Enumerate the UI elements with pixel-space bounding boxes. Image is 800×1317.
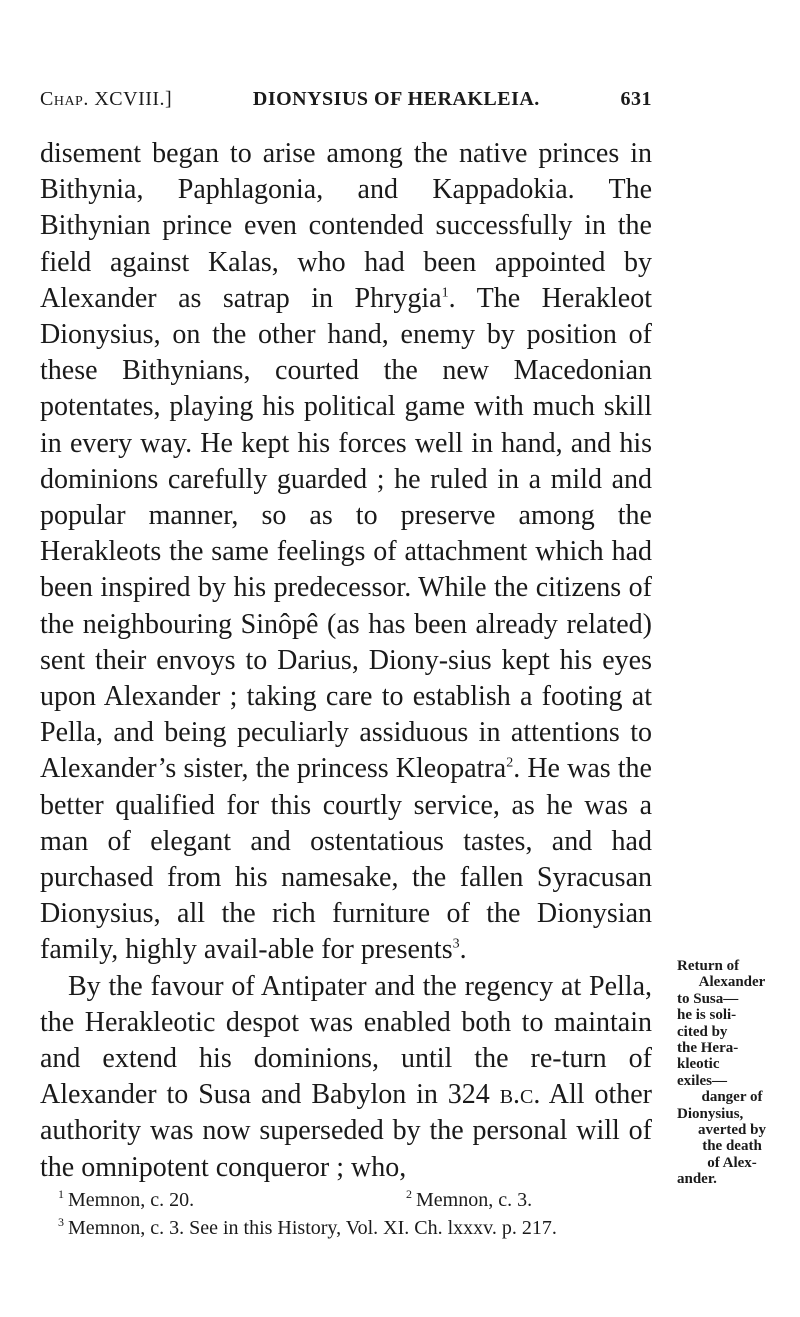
paragraph-1-part-c: . He was the better qualified for this courtly service, as he was a man of elegant and ostentatious tastes, and had purchased from his namesake, the fallen Syracusan Dionysius, all the rich furniture of the Dionysian family, highly avail-able for presents (40, 753, 652, 966)
paragraph-2-part-b: All other authority was now superseded by the personal will of the omnipotent conqueror ; who, (40, 1079, 652, 1183)
footnotes (40, 1186, 652, 1242)
footnote-ref-2: 2 (506, 756, 514, 772)
main-text (40, 136, 652, 1186)
footnote-2-text: Memnon, c. 3. (416, 1189, 533, 1211)
marginal-note-line: cited by (677, 1023, 728, 1040)
footnote-1-text: Memnon, c. 20. (68, 1189, 195, 1211)
footnote-2 (388, 1186, 532, 1214)
marginal-note-line: averted by (698, 1122, 766, 1139)
footnote-2-mark: 2 (406, 1187, 412, 1202)
marginal-note-line: he is soli- (677, 1007, 737, 1024)
era-abbreviation: b.c. (499, 1079, 541, 1111)
marginal-note-line: to Susa— (677, 990, 739, 1007)
paragraph-2-part-a: By the favour of Antipater and the regency at Pella, the Herakleotic despot was enabled both to maintain and extend his dominions, until the re-turn of Alexander to Susa and Babylon in 324 (40, 970, 652, 1111)
marginal-note-line: the Hera- (677, 1040, 739, 1057)
marginal-note (677, 958, 787, 1188)
footnote-ref-3: 3 (452, 937, 460, 953)
marginal-note-line: exiles— (677, 1072, 727, 1089)
running-title: DIONYSIUS OF HERAKLEIA. (252, 88, 540, 110)
footnote-3-text: Memnon, c. 3. See in this History, Vol. XI. Ch. lxxxv. p. 217. (68, 1217, 557, 1239)
chapter-label: Chap. XCVIII.] (40, 88, 173, 110)
marginal-note-line: the death (702, 1138, 762, 1155)
footnote-3-mark: 3 (58, 1215, 64, 1230)
footnote-3 (40, 1214, 652, 1242)
marginal-note-line: Alexander (698, 974, 766, 991)
marginal-note-line: danger of (701, 1089, 763, 1106)
footnote-1 (40, 1186, 388, 1214)
marginal-note-line: kleotic (677, 1056, 720, 1073)
marginal-note-line: ander. (677, 1171, 717, 1188)
marginal-note-line: Dionysius, (677, 1105, 744, 1122)
marginal-note-line: Return of (677, 958, 740, 974)
footnote-ref-1: 1 (441, 285, 449, 301)
paragraph-1 (40, 136, 652, 969)
page-number: 631 (620, 88, 652, 110)
footnote-row (40, 1186, 652, 1214)
footnote-1-mark: 1 (58, 1187, 64, 1202)
marginal-note-line: of Alex- (707, 1154, 757, 1171)
paragraph-1-part-d: . (459, 934, 467, 966)
paragraph-1-part-a: disement began to arise among the native princes in Bithynia, Paphlagonia, and Kappadokia. The Bithynian prince even contended successfully in the field against Kalas, who had been appointed by Alexander as satrap in Phrygia (40, 138, 652, 314)
running-header (40, 88, 652, 111)
paragraph-1-part-b: . The Herakleot Dionysius, on the other hand, enemy by position of these Bithynians, courted the new Macedonian potentates, playing his political game with much skill in every way. He kept his forces well in hand, and his dominions carefully guarded ; he ruled in a mild and popular manner, so as to preserve among the Herakleots the same feelings of attachment which had been inspired by his predecessor. While the citizens of the neighbouring Sinôpê (as has been already related) sent their envoys to Darius, Diony-sius kept his eyes upon Alexander ; taking care to establish a footing at Pella, and being peculiarly assiduous in attentions to Alexander’s sister, the princess Kleopatra (40, 282, 652, 785)
paragraph-2 (40, 969, 652, 1186)
